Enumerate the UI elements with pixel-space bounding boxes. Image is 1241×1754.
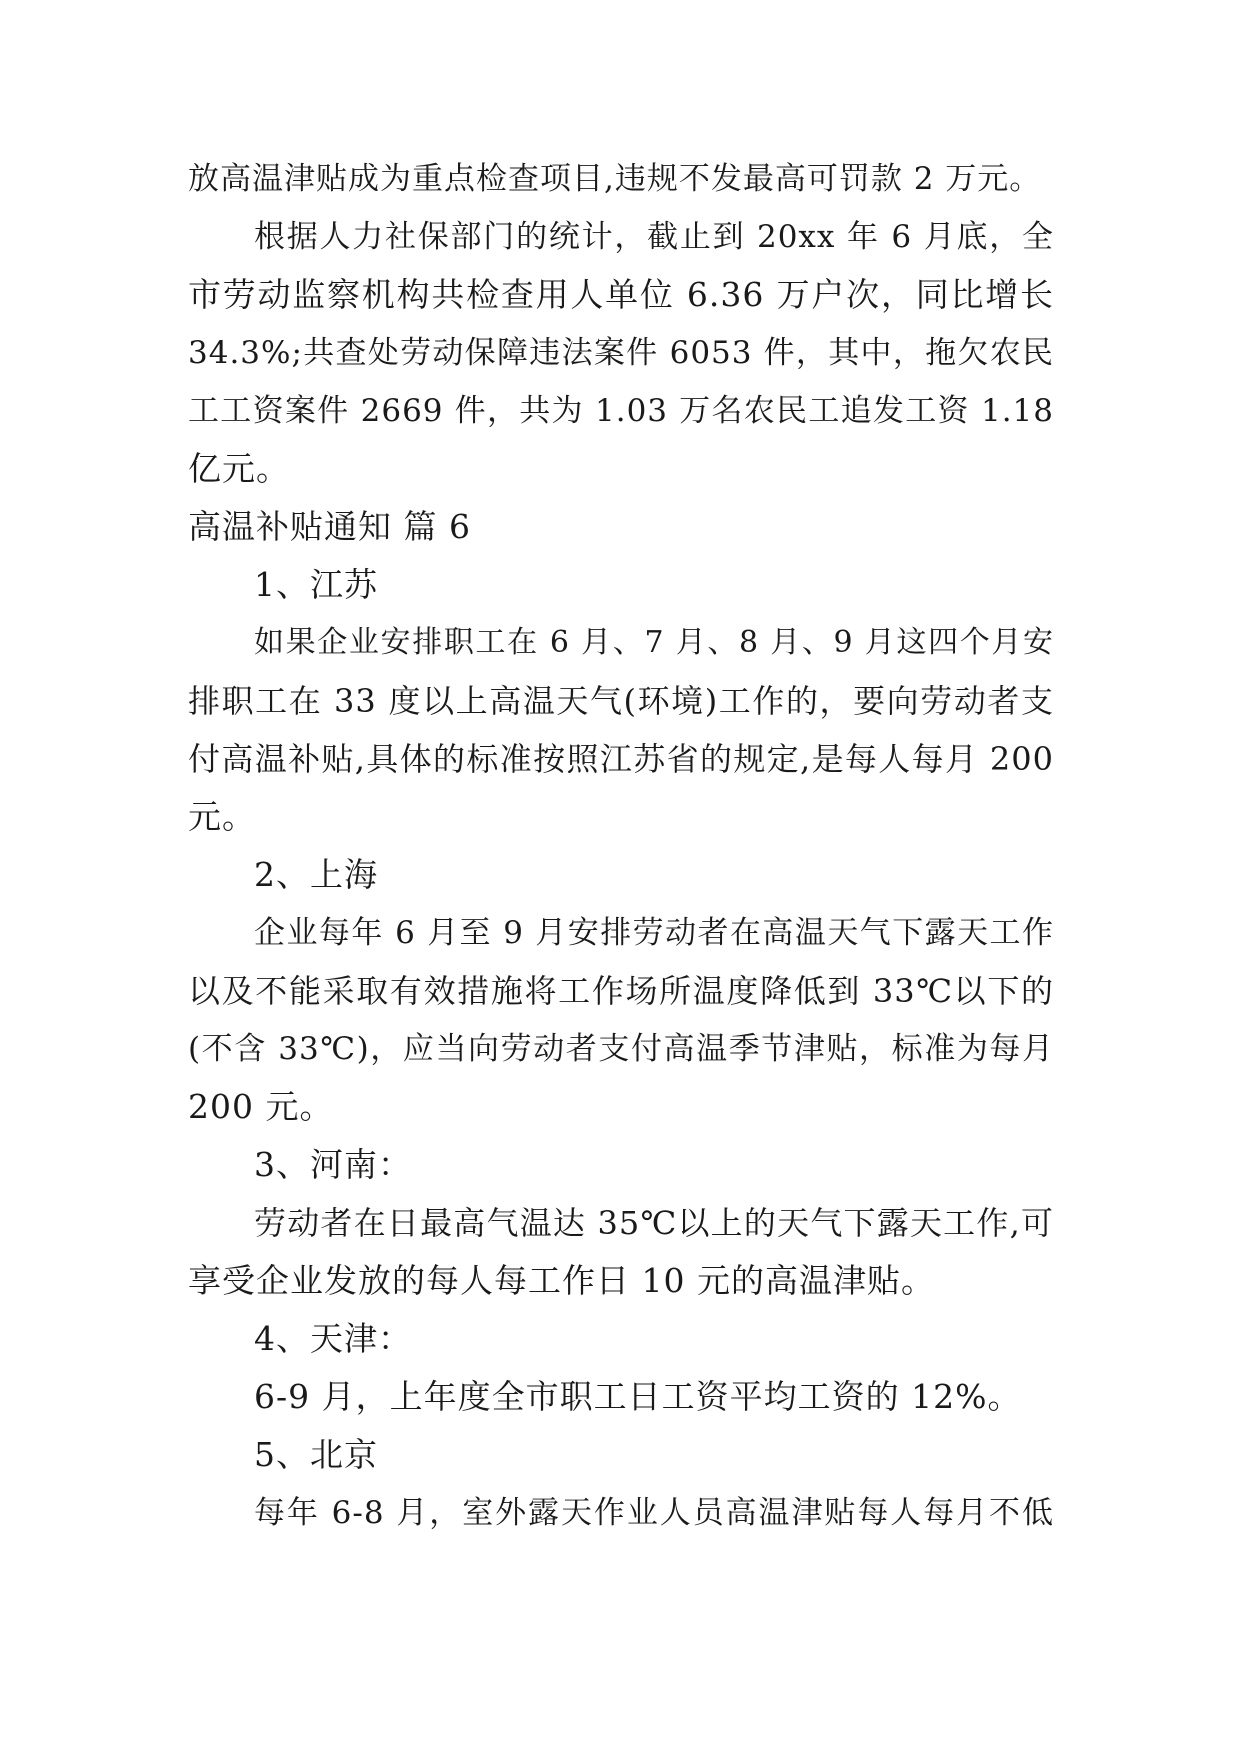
- list-item-heading: 5、北京: [254, 1435, 378, 1474]
- document-page: [188, 150, 1054, 1542]
- text-line: 以及不能采取有效措施将工作场所温度降低到 33℃以下的: [188, 972, 1054, 1010]
- list-item-heading: 3、河南：: [254, 1145, 412, 1184]
- text-line: 工工资案件 2669 件，共为 1.03 万名农民工追发工资 1.18: [188, 393, 1054, 429]
- text-line: 排职工在 33 度以上高温天气(环境)工作的，要向劳动者支: [188, 682, 1054, 720]
- text-line: 元。: [188, 797, 256, 836]
- section-heading: 高温补贴通知 篇 6: [188, 507, 471, 546]
- list-item-heading: 1、江苏: [254, 565, 378, 604]
- text-line: 根据人力社保部门的统计，截止到 20xx 年 6 月底，全: [254, 219, 1054, 255]
- list-item-heading: 2、上海: [254, 855, 378, 894]
- text-line: 亿元。: [188, 449, 290, 488]
- text-line: 市劳动监察机构共检查用人单位 6.36 万户次，同比增长: [188, 275, 1054, 314]
- text-line: 6-9 月，上年度全市职工日工资平均工资的 12%。: [254, 1377, 1022, 1416]
- text-line: 劳动者在日最高气温达 35℃以上的天气下露天工作,可: [254, 1204, 1054, 1242]
- text-line: 200 元。: [188, 1087, 334, 1126]
- list-item-heading: 4、天津：: [254, 1319, 412, 1358]
- text-line: 放高温津贴成为重点检查项目,违规不发最高可罚款 2 万元。: [188, 161, 1042, 197]
- text-line: 如果企业安排职工在 6 月、7 月、8 月、9 月这四个月安: [254, 625, 1054, 660]
- text-line: 付高温补贴,具体的标准按照江苏省的规定,是每人每月 200: [188, 740, 1054, 778]
- text-line: (不含 33℃)，应当向劳动者支付高温季节津贴，标准为每月: [188, 1031, 1054, 1067]
- text-line: 34.3%;共查处劳动保障违法案件 6053 件，其中，拖欠农民: [188, 335, 1054, 371]
- text-line: 每年 6-8 月，室外露天作业人员高温津贴每人每月不低: [254, 1495, 1054, 1531]
- text-line: 享受企业发放的每人每工作日 10 元的高温津贴。: [188, 1261, 935, 1300]
- text-line: 企业每年 6 月至 9 月安排劳动者在高温天气下露天工作: [254, 915, 1054, 951]
